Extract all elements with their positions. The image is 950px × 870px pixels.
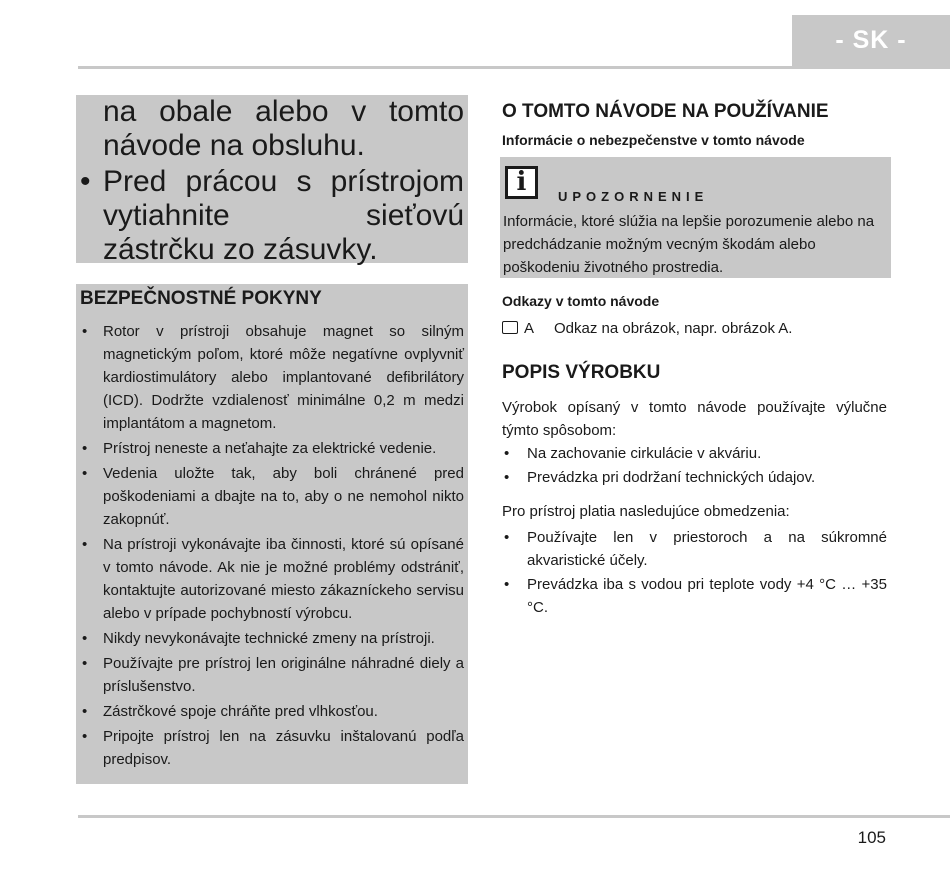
- note-label: UPOZORNENIE: [558, 189, 709, 204]
- about-section: [502, 98, 891, 150]
- warning-line-4: [103, 199, 464, 233]
- footer-rule: [78, 815, 950, 818]
- figure-box-icon: [502, 321, 518, 334]
- list-item: • Zástrčkové spoje chráňte pred vlhkosťou.: [76, 700, 468, 723]
- info-icon-glyph: i: [516, 167, 527, 197]
- info-icon: [505, 166, 538, 199]
- list-item: • Používajte len v priestoroch a na súkromné akvaristické účely.: [502, 526, 887, 572]
- warning-line-4-left: vytiahnite: [103, 199, 230, 232]
- warning-line-4-right: sieťovú: [366, 199, 464, 232]
- safety-list: [76, 320, 468, 773]
- note-text: Informácie, ktoré slúžia na lepšie porozumenie alebo na predchádzanie možným vecným škodám alebo poškodeniu životného prostredia.: [503, 213, 875, 276]
- product-intro: Výrobok opísaný v tomto návode používajte výlučne týmto spôsobom:: [502, 399, 887, 439]
- product-limits-list: [502, 526, 887, 620]
- safety-title: BEZPEČNOSTNÉ POKYNY: [80, 288, 322, 309]
- warning-line-2: návode na obsluhu.: [103, 129, 365, 162]
- about-title: O TOMTO NÁVODE NA POUŽÍVANIE: [502, 101, 829, 122]
- warning-line-5: zástrčku zo zásuvky.: [103, 233, 378, 266]
- list-item: • Prevádzka pri dodržaní technických údajov.: [502, 466, 887, 489]
- list-item: • Vedenia uložte tak, aby boli chránené pred poškodeniami a dbajte na to, aby o ne nemohol nikto zakopnúť.: [76, 462, 468, 531]
- page-number: 105: [857, 828, 886, 847]
- product-use-list: [502, 442, 887, 490]
- list-item: • Na prístroji vykonávajte iba činnosti, ktoré sú opísané v tomto návode. Ak nie je možné problémy odstrániť, kontaktujte autorizované miesto zákazníckeho servisu alebo v prípade pochybností výrobcu.: [76, 533, 468, 625]
- warning-continuation-box: [76, 95, 468, 266]
- warning-line-3: Pred prácou s prístrojom: [103, 165, 464, 198]
- list-item: • Prístroj neneste a neťahajte za elektrické vedenie.: [76, 437, 468, 460]
- list-item: • Používajte pre prístroj len originálne náhradné diely a príslušenstvo.: [76, 652, 468, 698]
- reference-label: A: [524, 320, 535, 337]
- references-title: Odkazy v tomto návode: [502, 293, 660, 309]
- language-tab: - SK -: [792, 15, 950, 66]
- list-item: • Pripojte prístroj len na zásuvku inštalovanú podľa predpisov.: [76, 725, 468, 771]
- list-item: • Prevádzka iba s vodou pri teplote vody +4 °C … +35 °C.: [502, 573, 887, 619]
- product-title: POPIS VÝROBKU: [502, 362, 661, 383]
- reference-text: Odkaz na obrázok, napr. obrázok A.: [554, 320, 793, 337]
- about-subtitle: Informácie o nebezpečenstve v tomto návode: [502, 132, 805, 148]
- references-row: [502, 319, 792, 339]
- list-item: • Nikdy nevykonávajte technické zmeny na prístroji.: [76, 627, 468, 650]
- safety-instructions-box: [76, 284, 468, 784]
- list-item: • Rotor v prístroji obsahuje magnet so silným magnetickým poľom, ktoré môže negatívne ovplyvniť kardiostimulátory alebo implantované defibrilátory (ICD). Dodržte vzdialenosť minimálne 0,2 m medzi implantátom a magnetom.: [76, 320, 468, 435]
- warning-line-1: na obale alebo v tomto: [103, 95, 464, 128]
- header-rule: [78, 66, 950, 69]
- list-item: • Na zachovanie cirkulácie v akváriu.: [502, 442, 887, 465]
- warning-bullet: •: [80, 165, 91, 198]
- note-box: [500, 157, 891, 278]
- limits-intro: Pro prístroj platia nasledujúce obmedzenia:: [502, 503, 790, 520]
